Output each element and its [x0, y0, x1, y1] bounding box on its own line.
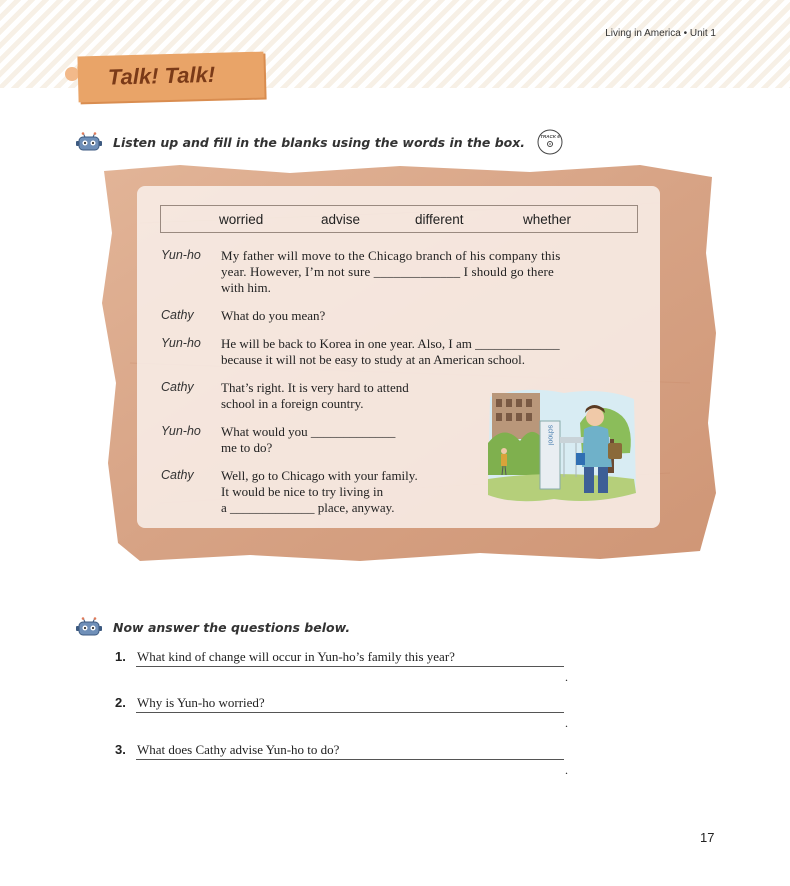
answer-instruction: [76, 617, 350, 637]
listen-instruction-text: Listen up and fill in the blanks using the words in the box.: [113, 134, 526, 150]
answer-line-1[interactable]: [136, 666, 564, 667]
dialogue-speaker: Cathy: [161, 380, 194, 394]
question-1: [115, 649, 455, 665]
dialogue-line: Well, go to Chicago with your family.: [221, 468, 418, 483]
dialogue-speaker: Cathy: [161, 468, 194, 482]
robot-icon: [76, 132, 102, 152]
answer-period: .: [565, 763, 568, 777]
dialogue-speaker: Yun-ho: [161, 424, 201, 438]
cd-track-icon[interactable]: [537, 129, 563, 155]
question-text: What kind of change will occur in Yun-ho’s family this year?: [137, 649, 455, 664]
word-box-word: whether: [523, 212, 572, 227]
answer-period: .: [565, 670, 568, 684]
question-2: [115, 695, 265, 711]
dialogue-line: What would you _____________: [221, 424, 396, 439]
dialogue-line: He will be back to Korea in one year. Also, I am _____________: [221, 336, 560, 351]
question-text: Why is Yun-ho worried?: [137, 695, 265, 710]
question-text: What does Cathy advise Yun-ho to do?: [137, 742, 340, 757]
school-sign-text: school: [546, 424, 554, 446]
running-header: Living in America • Unit 1: [605, 28, 716, 39]
page-number: 17: [700, 830, 715, 845]
answer-line-3[interactable]: [136, 759, 564, 760]
word-box-word: different: [415, 212, 464, 227]
robot-icon: [76, 617, 102, 637]
dialogue-line: me to do?: [221, 440, 273, 455]
dialogue-line: because it will not be easy to study at an American school.: [221, 352, 525, 367]
dialogue-line: It would be nice to try living in: [221, 484, 384, 499]
dialogue-speaker: Cathy: [161, 308, 194, 322]
word-box: [160, 205, 638, 233]
question-number: 3.: [115, 742, 126, 757]
dialogue-line: a _____________ place, anyway.: [221, 500, 395, 515]
listen-instruction: [76, 129, 563, 155]
dialogue-speaker: Yun-ho: [161, 248, 201, 262]
dialogue-line: year. However, I’m not sure _____________ I should go there: [221, 264, 554, 279]
answer-line-2[interactable]: [136, 712, 564, 713]
dialogue-line: My father will move to the Chicago branch of his company this: [221, 248, 561, 263]
dialogue-line: school in a foreign country.: [221, 396, 364, 411]
question-number: 1.: [115, 649, 126, 664]
cd-track-label: TRACK 6: [540, 134, 560, 139]
school-illustration: [484, 383, 638, 505]
question-3: [115, 742, 339, 758]
dialogue-line: That’s right. It is very hard to attend: [221, 380, 409, 395]
section-title: Talk! Talk!: [107, 61, 216, 90]
question-number: 2.: [115, 695, 126, 710]
answer-instruction-text: Now answer the questions below.: [113, 619, 351, 635]
word-box-word: advise: [321, 212, 361, 227]
word-box-word: worried: [219, 212, 264, 227]
dialogue-line: What do you mean?: [221, 308, 326, 323]
dialogue-speaker: Yun-ho: [161, 336, 201, 350]
section-banner: [77, 52, 264, 103]
dialogue-line: with him.: [221, 280, 271, 295]
answer-period: .: [565, 716, 568, 730]
